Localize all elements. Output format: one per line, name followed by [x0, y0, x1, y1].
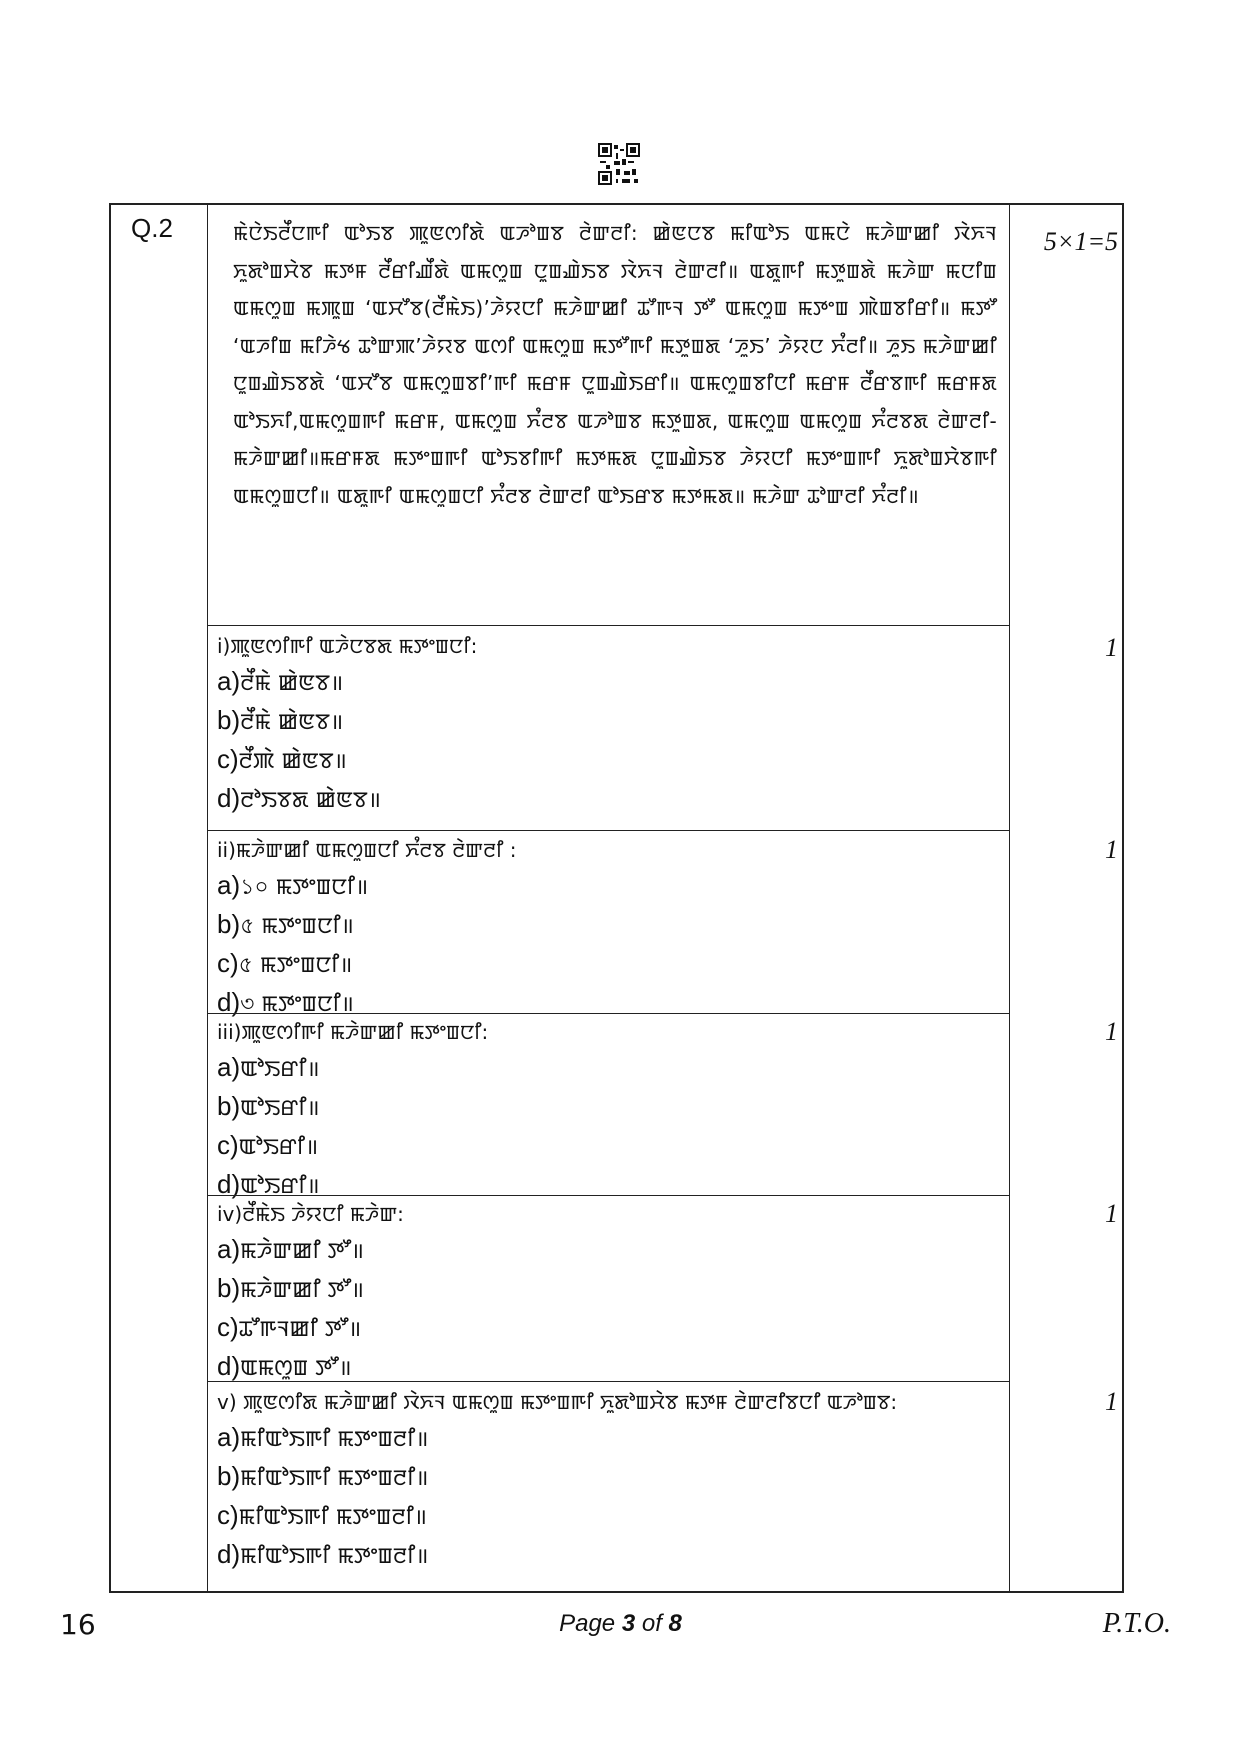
- option-a: [217, 1231, 997, 1270]
- sub-question-marks: 1: [1105, 835, 1118, 864]
- option-text: ৫ ꯃꯇꯦꯡꯅꯤ॥: [238, 953, 353, 978]
- option-c: [217, 741, 997, 780]
- option-b: [217, 1270, 997, 1309]
- passage-text: ꯃꯥꯅꯥꯏꯂꯩꯅꯒꯤ ꯑꯣꯏꯕ ꯄꯨꯟꯁꯤꯗꯥ ꯑꯍꯣꯡꯕ ꯂꯥꯛꯂꯤ: ꯀꯥꯟꯅꯕ ꯃꯤꯑꯣꯏ ꯑꯃꯅꯥ ꯃꯍꯥꯛꯀꯤ ꯋꯥꯈꯜ ꯈꯨꯗꯣꯡꯆꯥꯕ ꯃꯇꯝ ꯂꯩꯔꯤꯉꯩꯗꯥ ꯑꯃꯁꯨꯡ ꯅꯨꯡꯉꯥꯏꯕ ꯋꯥꯈꯜ ꯂꯥꯛꯂꯤ॥ ꯑꯗꯨꯒꯤ ꯃꯇꯨꯡꯗꯥ ꯃꯍꯥꯛ ꯃꯅꯤꯡ ꯑꯃꯁꯨꯡ ꯃꯄꯨꯡ ‘ꯑꯆꯧꯕ(ꯂꯩꯃꯥꯏ)’ꯍꯥꯌꯅꯤ ꯃꯍꯥꯛꯀꯤ ꯊꯧꯒꯜ ꯇꯧ ꯑꯃꯁꯨꯡ ꯃꯇꯦꯡ ꯄꯥꯡꯕꯤꯔꯤ॥ ꯃꯇꯧ ‘ꯑꯍꯤꯡ ꯃꯤꯍꯥꯠ ꯊꯣꯛꯄ’ꯍꯥꯌꯕ ꯑꯁꯤ ꯑꯃꯁꯨꯡ ꯃꯇꯧꯒꯤ ꯃꯇꯨꯡꯗ ‘ꯍꯨꯏ’ ꯍꯥꯌꯅ ꯈꯪꯂꯤ॥ ꯍꯨꯏ ꯃꯍꯥꯛꯀꯤ ꯅꯨꯡꯉꯥꯏꯕꯗꯥ ‘ꯑꯆꯧꯕ ꯑꯃꯁꯨꯡꯕꯤ’ꯒꯤ ꯃꯔꯝ ꯅꯨꯡꯉꯥꯏꯔꯤ॥ ꯑꯃꯁꯨꯡꯕꯤꯅꯤ ꯃꯔꯝ ꯂꯩꯔꯕꯒꯤ ꯃꯔꯝꯗ ꯑꯣꯏꯈꯤ,ꯑꯃꯁꯨꯡꯒꯤ ꯃꯔꯝ, ꯑꯃꯁꯨꯡ ꯈꯪꯂꯕ ꯑꯍꯣꯡꯕ ꯃꯇꯨꯡꯗ, ꯑꯃꯁꯨꯡ ꯑꯃꯁꯨꯡ ꯈꯪꯂꯕꯗ ꯂꯥꯛꯂꯤ- ꯃꯍꯥꯛꯀꯤ॥ꯃꯔꯝꯗ ꯃꯇꯦꯡꯒꯤ ꯑꯣꯏꯕꯤꯒꯤ ꯃꯇꯃꯗ ꯅꯨꯡꯉꯥꯏꯕ ꯍꯥꯌꯅꯤ ꯃꯇꯦꯡꯒꯤ ꯈꯨꯗꯣꯡꯆꯥꯕꯒꯤ ꯑꯃꯁꯨꯡꯅꯤ॥ ꯑꯗꯨꯒꯤ ꯑꯃꯁꯨꯡꯅꯤ ꯈꯪꯂꯕ ꯂꯥꯛꯂꯤ ꯑꯣꯏꯔꯕ ꯃꯇꯃꯗ॥ ꯃꯍꯥꯛ ꯊꯣꯛꯂꯤ ꯈꯪꯂꯤ॥: [233, 221, 997, 508]
- option-a: [217, 663, 997, 702]
- option-label: d): [217, 1169, 241, 1199]
- option-text: ৩ ꯃꯇꯦꯡꯅꯤ॥: [240, 992, 354, 1017]
- option-b: [217, 1458, 997, 1497]
- question-number: Q.2: [131, 213, 173, 243]
- option-label: a): [217, 666, 241, 696]
- option-label: c): [217, 1312, 239, 1342]
- option-text: ꯃꯍꯥꯛꯀꯤ ꯇꯧ॥: [240, 1239, 364, 1264]
- option-text: ꯂꯩꯄꯥ ꯀꯥꯟꯕ॥: [238, 749, 347, 774]
- qr-code-icon: [598, 143, 640, 185]
- sub-question-marks: 1: [1105, 1017, 1118, 1046]
- option-text: ꯃꯍꯥꯛꯀꯤ ꯇꯧ॥: [240, 1278, 364, 1303]
- page-prefix: Page: [559, 1610, 622, 1637]
- sub-question-3: [217, 1015, 997, 1205]
- pto-note: P.T.O.: [1102, 1608, 1171, 1639]
- option-text: ꯑꯃꯁꯨꯡ ꯇꯧ॥: [240, 1356, 352, 1381]
- sub-question-stem: i)ꯄꯨꯟꯁꯤꯒꯤ ꯑꯍꯥꯅꯕꯗ ꯃꯇꯦꯡꯅꯤ:: [217, 634, 478, 658]
- option-a: [217, 1049, 997, 1088]
- option-b: [217, 1088, 997, 1127]
- page-current: 3: [621, 1610, 636, 1637]
- option-text: ꯃꯤꯑꯣꯏꯒꯤ ꯃꯇꯦꯡꯂꯤ॥: [240, 1466, 429, 1491]
- option-b: [217, 906, 997, 945]
- option-label: a): [217, 870, 241, 900]
- option-c: [217, 1309, 997, 1348]
- option-text: ꯃꯤꯑꯣꯏꯒꯤ ꯃꯇꯦꯡꯂꯤ॥: [240, 1427, 429, 1452]
- option-label: c): [217, 1500, 239, 1530]
- total-marks: 5×1=5: [1043, 227, 1118, 256]
- row-divider: [207, 1195, 1009, 1196]
- page-indicator: [0, 1610, 1241, 1638]
- option-label: c): [217, 948, 239, 978]
- option-text: ৫ ꯃꯇꯦꯡꯅꯤ॥: [240, 914, 354, 939]
- option-label: b): [217, 705, 241, 735]
- option-label: b): [217, 1091, 241, 1121]
- sub-question-1: [217, 629, 997, 819]
- option-text: ꯑꯣꯏꯔꯤ॥: [240, 1057, 320, 1082]
- sub-question-2: [217, 833, 997, 1023]
- option-c: [217, 1127, 997, 1166]
- option-text: ꯂꯩꯃꯥ ꯀꯥꯟꯕ॥: [240, 710, 344, 735]
- sub-question-4: [217, 1197, 997, 1387]
- sub-question-marks: 1: [1105, 1387, 1118, 1416]
- sub-question-5: [217, 1385, 997, 1575]
- option-label: a): [217, 1234, 241, 1264]
- sub-question-stem: ii)ꯃꯍꯥꯛꯀꯤ ꯑꯃꯁꯨꯡꯅꯤ ꯈꯪꯂꯕ ꯂꯥꯛꯂꯤ :: [217, 838, 517, 862]
- row-divider: [207, 1381, 1009, 1382]
- option-label: d): [217, 1351, 241, 1381]
- option-b: [217, 702, 997, 741]
- option-label: c): [217, 1130, 239, 1160]
- option-label: d): [217, 987, 241, 1017]
- option-c: [217, 945, 997, 984]
- option-label: a): [217, 1052, 241, 1082]
- option-label: c): [217, 744, 239, 774]
- option-text: ১০ ꯃꯇꯦꯡꯅꯤ॥: [240, 875, 369, 900]
- option-text: ꯂꯣꯏꯕꯗ ꯀꯥꯟꯕ॥: [240, 788, 381, 813]
- option-text: ꯂꯩꯃꯥ ꯀꯥꯟꯕ॥: [240, 671, 344, 696]
- option-label: b): [217, 1461, 241, 1491]
- column-divider: [207, 205, 208, 1591]
- option-label: b): [217, 909, 241, 939]
- option-d: [217, 1536, 997, 1575]
- option-label: b): [217, 1273, 241, 1303]
- option-a: [217, 1419, 997, 1458]
- column-divider: [1009, 205, 1010, 1591]
- option-label: d): [217, 783, 241, 813]
- sub-question-stem: v) ꯄꯨꯟꯁꯤꯗ ꯃꯍꯥꯛꯀꯤ ꯋꯥꯈꯜ ꯑꯃꯁꯨꯡ ꯃꯇꯦꯡꯒꯤ ꯈꯨꯗꯣꯡꯆꯥꯕ ꯃꯇꯝ ꯂꯥꯛꯂꯤꯕꯅꯤ ꯑꯍꯣꯡꯕ:: [217, 1390, 898, 1414]
- paper-code: 16: [60, 1608, 96, 1641]
- option-label: d): [217, 1539, 241, 1569]
- option-text: ꯃꯤꯑꯣꯏꯒꯤ ꯃꯇꯦꯡꯂꯤ॥: [238, 1505, 427, 1530]
- row-divider: [207, 830, 1009, 831]
- sub-question-marks: 1: [1105, 1199, 1118, 1228]
- page-of: of: [635, 1610, 669, 1637]
- sub-question-marks: 1: [1105, 633, 1118, 662]
- option-text: ꯑꯣꯏꯔꯤ॥: [240, 1174, 320, 1199]
- option-label: a): [217, 1422, 241, 1452]
- option-text: ꯑꯣꯏꯔꯤ॥: [240, 1096, 320, 1121]
- sub-question-stem: iv)ꯂꯩꯃꯥꯏ ꯍꯥꯌꯅꯤ ꯃꯍꯥꯛ:: [217, 1202, 404, 1226]
- question-table: [109, 203, 1124, 1593]
- page-total: 8: [668, 1610, 682, 1637]
- row-divider: [207, 1013, 1009, 1014]
- row-divider: [207, 625, 1009, 626]
- option-text: ꯃꯤꯑꯣꯏꯒꯤ ꯃꯇꯦꯡꯂꯤ॥: [240, 1544, 429, 1569]
- option-text: ꯑꯣꯏꯔꯤ॥: [238, 1135, 319, 1160]
- option-d: [217, 780, 997, 819]
- sub-question-stem: iii)ꯄꯨꯟꯁꯤꯒꯤ ꯃꯍꯥꯛꯀꯤ ꯃꯇꯦꯡꯅꯤ:: [217, 1020, 489, 1044]
- option-text: ꯊꯧꯒꯜꯀꯤ ꯇꯧ॥: [238, 1317, 362, 1342]
- option-c: [217, 1497, 997, 1536]
- option-a: [217, 867, 997, 906]
